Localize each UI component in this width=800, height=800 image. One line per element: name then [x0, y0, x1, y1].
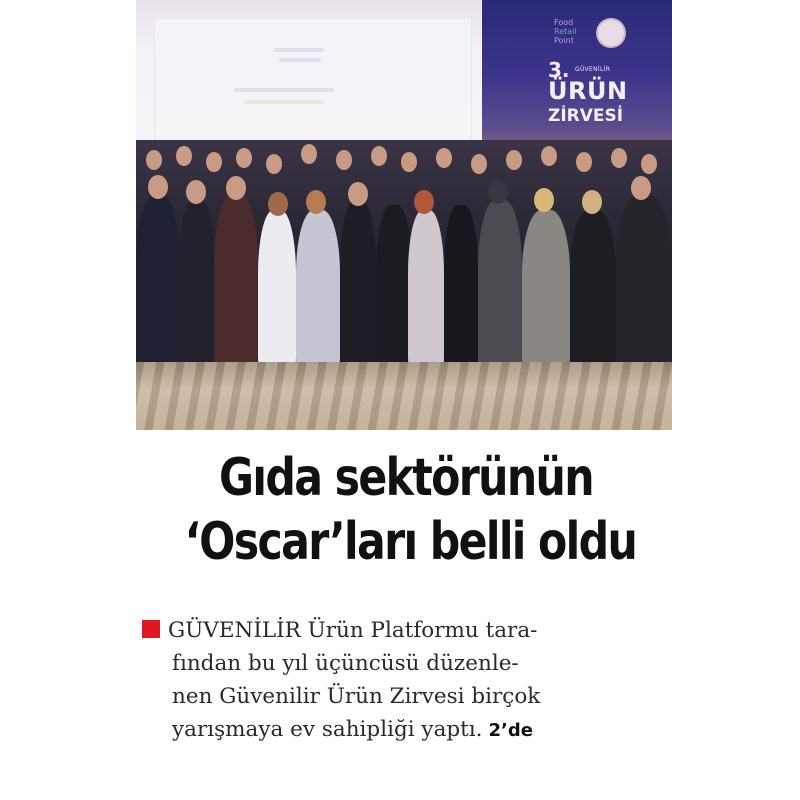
food-retail-logo: Food Retail Point	[554, 18, 577, 45]
badge-logo-icon	[598, 20, 624, 46]
news-photo	[136, 0, 672, 430]
page-reference: 2’de	[488, 720, 533, 741]
summary-line-4: yarışmaya ev sahipliği yaptı. 2’de	[172, 717, 533, 742]
banner-small-label: GÜVENİLİR	[575, 66, 611, 73]
summary-line-2: fından bu yıl üçüncüsü düzenle-	[172, 651, 519, 676]
banner-title-2: ZİRVESİ	[548, 106, 624, 126]
red-square-bullet-icon	[142, 620, 160, 638]
article-headline	[136, 446, 676, 574]
crowd-group	[136, 140, 672, 370]
banner-edition: 3.	[548, 58, 570, 82]
summary-line-1: GÜVENİLİR Ürün Platformu tara-	[142, 614, 682, 647]
summary-line-3: nen Güvenilir Ürün Zirvesi birçok	[172, 684, 541, 709]
carpet-floor	[136, 362, 672, 430]
banner-title-1: ÜRÜN	[548, 77, 628, 105]
headline-line-1: Gıda sektörünün	[219, 448, 593, 508]
article-summary	[142, 614, 682, 747]
headline-line-2: ‘Oscar’ları belli oldu	[184, 512, 637, 572]
